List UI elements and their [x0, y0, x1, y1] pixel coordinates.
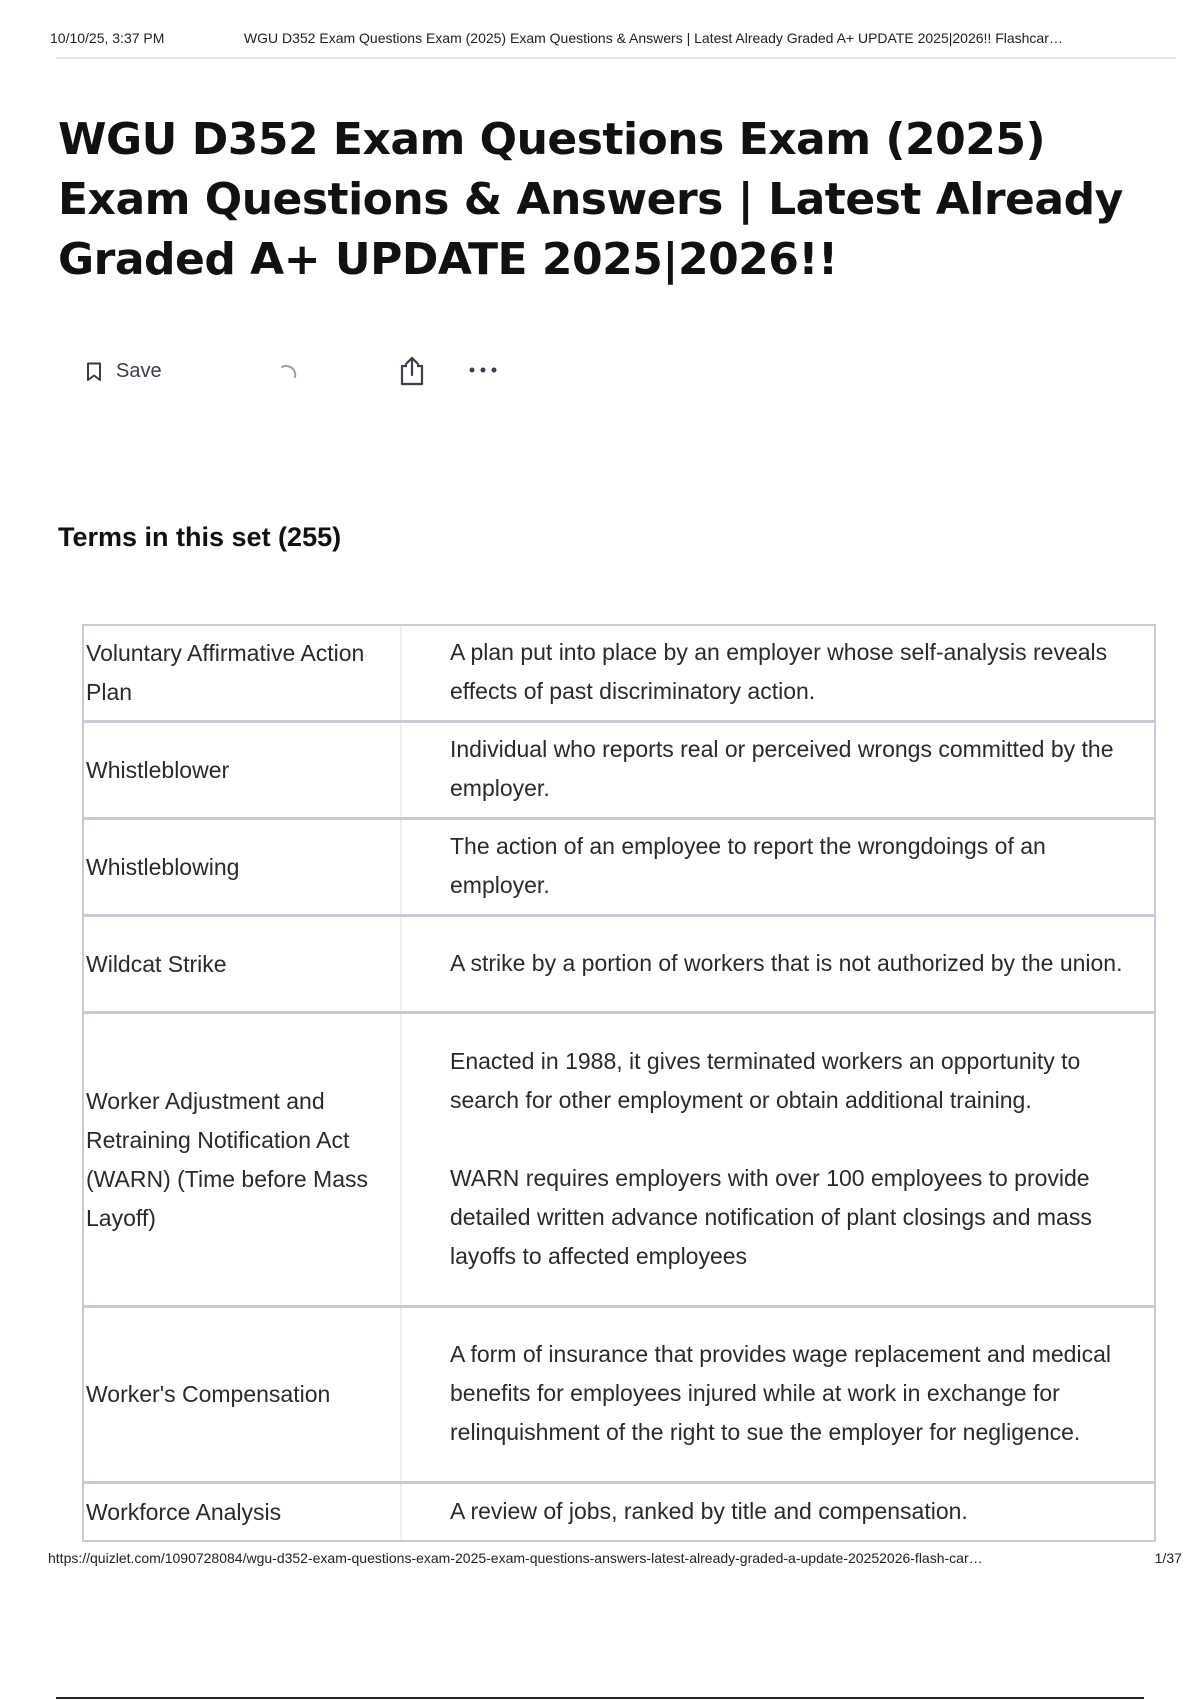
- table-row: [84, 1308, 1154, 1484]
- term-cell: Voluntary Affirmative Action Plan: [84, 626, 402, 720]
- save-label: Save: [116, 360, 162, 382]
- bookmark-icon: [86, 362, 102, 382]
- definition-text: A form of insurance that provides wage replacement and medical benefits for employees injured while at work in exchange for relinquishment of the right to sue the employer for negligence.: [450, 1341, 1111, 1445]
- term-cell: Whistleblower: [84, 723, 402, 817]
- term-cell: Workforce Analysis: [84, 1484, 402, 1540]
- term-cell: Wildcat Strike: [84, 917, 402, 1011]
- definition-text: The action of an employee to report the wrongdoings of an employer.: [450, 833, 1046, 898]
- definition-text: A plan put into place by an employer whose self-analysis reveals effects of past discriminatory action.: [450, 639, 1108, 704]
- term-cell: Worker's Compensation: [84, 1308, 402, 1481]
- table-row: [84, 723, 1154, 820]
- page-bottom-divider: [56, 1697, 1144, 1699]
- print-header: [50, 30, 1180, 46]
- definition-cell: [402, 723, 1154, 817]
- save-button[interactable]: [86, 360, 162, 383]
- spinner-icon: [276, 362, 300, 386]
- print-doc-title: WGU D352 Exam Questions Exam (2025) Exam Questions & Answers | Latest Already Graded A+ UPDATE 2025|2026!! Flashcar…: [243, 30, 1063, 46]
- definition-text: A strike by a portion of workers that is not authorized by the union.: [450, 949, 1123, 976]
- definition-text: WARN requires employers with over 100 employees to provide detailed written advance notification of plant closings and mass layoffs to affected employees: [450, 1164, 1092, 1269]
- share-icon[interactable]: [398, 356, 426, 386]
- table-row: [84, 1484, 1154, 1542]
- definition-text: Individual who reports real or perceived wrongs committed by the employer.: [450, 736, 1114, 801]
- page-number: 1/37: [1154, 1550, 1182, 1566]
- definition-cell: [402, 626, 1154, 720]
- definition-cell: [402, 1484, 1154, 1540]
- term-cell: Whistleblowing: [84, 820, 402, 914]
- print-footer: [48, 1550, 1188, 1566]
- term-cell: Worker Adjustment and Retraining Notification Act (WARN) (Time before Mass Layoff): [84, 1014, 402, 1305]
- definition-cell: [402, 1014, 1154, 1305]
- header-divider: [56, 57, 1176, 59]
- definition-text: Enacted in 1988, it gives terminated workers an opportunity to search for other employment or obtain additional training.: [450, 1047, 1081, 1113]
- definition-text: A review of jobs, ranked by title and compensation.: [450, 1497, 968, 1524]
- table-row: [84, 626, 1154, 723]
- definition-cell: [402, 1308, 1154, 1481]
- set-toolbar: [86, 356, 506, 396]
- definition-cell: [402, 820, 1154, 914]
- page-title: WGU D352 Exam Questions Exam (2025) Exam Questions & Answers | Latest Already Graded A+ UPDATE 2025|2026!!: [58, 114, 1123, 285]
- more-icon[interactable]: [468, 358, 498, 382]
- table-row: [84, 820, 1154, 917]
- terms-table: [82, 624, 1156, 1542]
- table-row: [84, 1014, 1154, 1308]
- definition-cell: [402, 917, 1154, 1011]
- table-row: [84, 917, 1154, 1014]
- print-datetime: 10/10/25, 3:37 PM: [50, 30, 165, 46]
- print-url[interactable]: https://quizlet.com/1090728084/wgu-d352-exam-questions-exam-2025-exam-questions-answers-latest-already-graded-a-update-20252026-flash-car…: [48, 1550, 983, 1566]
- terms-section-title: Terms in this set (255): [58, 522, 342, 552]
